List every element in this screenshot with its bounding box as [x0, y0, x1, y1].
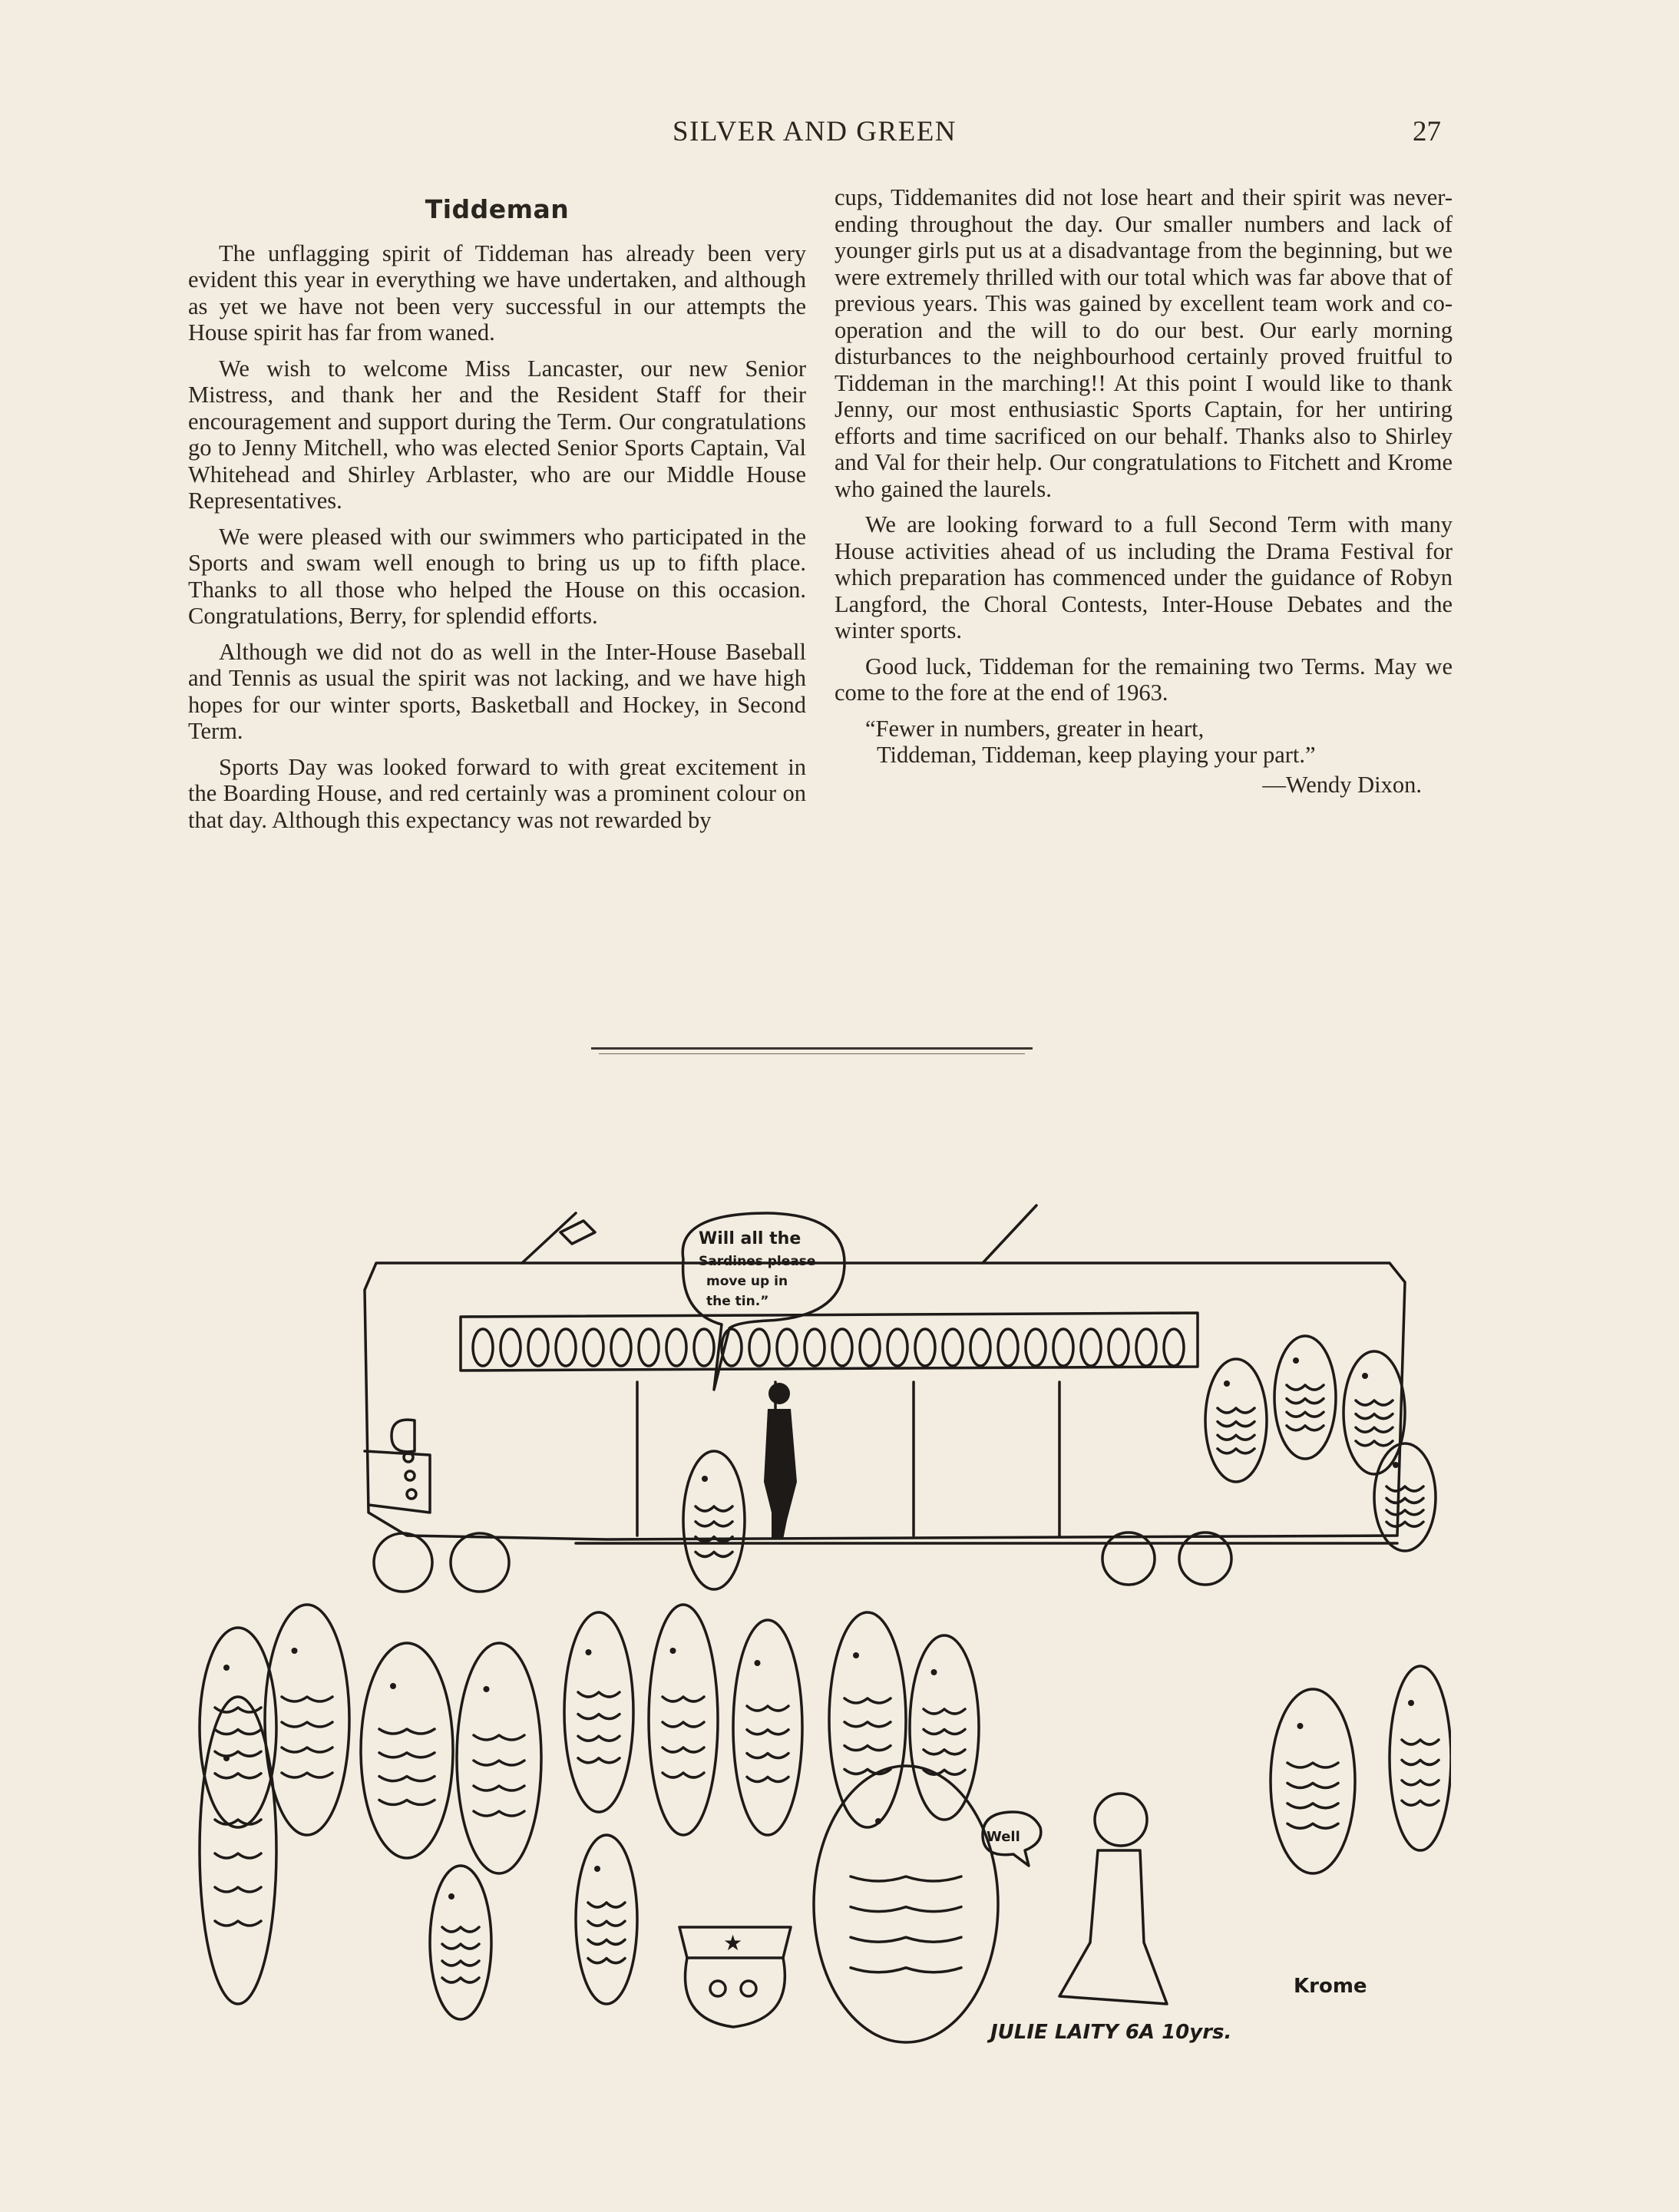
sardine-figure	[200, 1697, 276, 2004]
sardine-face	[556, 1329, 576, 1366]
sardine-figure	[361, 1643, 453, 1858]
sardine-face	[528, 1329, 548, 1366]
sardine-crowd	[200, 1336, 1451, 2042]
sardine-figure	[814, 1766, 998, 2042]
sardine-face	[1136, 1329, 1156, 1366]
speech-text: move up in	[706, 1274, 788, 1289]
sardine-face	[777, 1329, 797, 1366]
cartoon-illustration	[177, 1190, 1451, 2073]
sardine-face	[970, 1329, 990, 1366]
tram-body	[365, 1205, 1405, 1543]
sardine-figure	[430, 1866, 491, 2019]
sardine-face	[887, 1329, 907, 1366]
paragraph: We were pleased with our swimmers who participated in the Sports and swam well enough to bring us up to fifth place. Thanks to all those who helped the House on this occasion. Congratulations, Berry, for splendid efforts.	[188, 523, 806, 629]
sardine-figure	[733, 1620, 802, 1835]
verse	[835, 716, 1453, 769]
paragraph: Although we did not do as well in the Inter-House Baseball and Tennis as usual the spirit was not lacking, and we have high hopes for our winter sports, Basketball and Hockey, in Second Term.	[188, 638, 806, 744]
sardine-face	[915, 1329, 935, 1366]
page-number: 27	[1413, 116, 1441, 147]
sardine-face	[501, 1329, 521, 1366]
speech-text: Sardines please	[699, 1254, 816, 1269]
small-bubble-text: Well	[987, 1829, 1020, 1845]
sardine-face	[639, 1329, 659, 1366]
sardine-face	[1053, 1329, 1073, 1366]
sardine-face	[860, 1329, 880, 1366]
divider-rule	[591, 1047, 1033, 1050]
svg-text:★: ★	[723, 1930, 743, 1956]
sardine-face	[1081, 1329, 1101, 1366]
sardine-face	[832, 1329, 852, 1366]
section-heading: Tiddeman	[425, 194, 570, 224]
sardine-figure	[649, 1605, 718, 1835]
right-column	[835, 184, 1453, 798]
sardine-face	[611, 1329, 631, 1366]
sardine-face	[583, 1329, 603, 1366]
sardine-face	[805, 1329, 825, 1366]
tram-wheels	[374, 1533, 1231, 1592]
sardine-window-row	[473, 1329, 1184, 1366]
sardine-face	[998, 1329, 1018, 1366]
verse-line: Tiddeman, Tiddeman, keep playing your part.”	[877, 742, 1316, 768]
cartoon-drawing	[177, 1190, 1451, 2073]
sardine-face	[1164, 1329, 1184, 1366]
paragraph: The unflagging spirit of Tiddeman has already been very evident this year in everything we have undertaken, and although as yet we have not been very successful in our attempts the House spirit has far from waned.	[188, 240, 806, 346]
signature: —Wendy Dixon.	[1262, 771, 1422, 798]
conductor-figure	[764, 1383, 797, 1539]
sardine-figure	[1271, 1689, 1355, 1873]
speech-text: the tin.”	[706, 1294, 769, 1309]
sardine-figure	[683, 1451, 745, 1589]
sardine-figure	[576, 1835, 637, 2004]
verse-line: “Fewer in numbers, greater in heart,	[865, 715, 1205, 742]
journal-title: SILVER AND GREEN	[672, 116, 957, 147]
paragraph: Good luck, Tiddeman for the remaining two Terms. May we come to the fore at the end of 1963.	[835, 653, 1453, 706]
sardine-face	[943, 1329, 963, 1366]
sardine-figure	[829, 1612, 906, 1827]
star-hat-figure	[679, 1927, 791, 2027]
sardine-figure	[1274, 1336, 1336, 1459]
paragraph-continuation: cups, Tiddemanites did not lose heart and their spirit was never-ending throughout the day. Our smaller numbers and lack of younger girls put us at a disadvantage from the beginning, but we were extremely thrilled with our total which was far above that of previous years. This was gained by excellent team work and co-operation and the will to do our best. Our early morning disturbances to the neighbourhood certainly proved fruitful to Tiddeman in the marching!! At this point I would like to thank Jenny, our most enthusiastic Sports Captain, for her untiring efforts and time sacrificed on our behalf. Thanks also to Shirley and Val for their help. Our congratulations to Fitchett and Krome who gained the laurels.	[835, 184, 1453, 502]
sardine-figure	[1205, 1359, 1267, 1482]
sardine-figure	[1344, 1351, 1405, 1474]
sardine-face	[1026, 1329, 1046, 1366]
running-head	[188, 115, 1441, 161]
paragraph: Sports Day was looked forward to with great excitement in the Boarding House, and red certainly was a prominent colour on that day. Although this expectancy was not rewarded by	[188, 753, 806, 833]
teacher-figure	[983, 1794, 1167, 2004]
sardine-figure	[457, 1643, 541, 1873]
sardine-face	[1109, 1329, 1129, 1366]
krome-label: Krome	[1294, 1975, 1367, 1998]
sardine-figure	[1374, 1443, 1436, 1551]
sardine-figure	[564, 1612, 633, 1812]
sardine-face	[749, 1329, 769, 1366]
left-column	[188, 184, 806, 842]
paragraph: We are looking forward to a full Second Term with many House activities ahead of us including the Drama Festival for which preparation has commenced under the guidance of Robyn Langford, the Choral Contests, Inter-House Debates and the winter sports.	[835, 511, 1453, 643]
paragraph: We wish to welcome Miss Lancaster, our new Senior Mistress, and thank her and the Resident Staff for their encouragement and support during the Term. Our congratulations go to Jenny Mitchell, who was elected Senior Sports Captain, Val Whitehead and Shirley Arblaster, who are our Middle House Representatives.	[188, 355, 806, 514]
tram-front-lamp	[392, 1420, 416, 1499]
speech-text: Will all the	[699, 1229, 801, 1248]
sardine-figure	[910, 1635, 979, 1820]
sardine-figure	[1390, 1666, 1451, 1850]
sardine-face	[694, 1329, 714, 1366]
divider-rule-thin	[599, 1053, 1025, 1054]
artist-credit: JULIE LAITY 6A 10yrs.	[990, 2021, 1232, 2044]
sardine-face	[666, 1329, 686, 1366]
sardine-face	[473, 1329, 493, 1366]
